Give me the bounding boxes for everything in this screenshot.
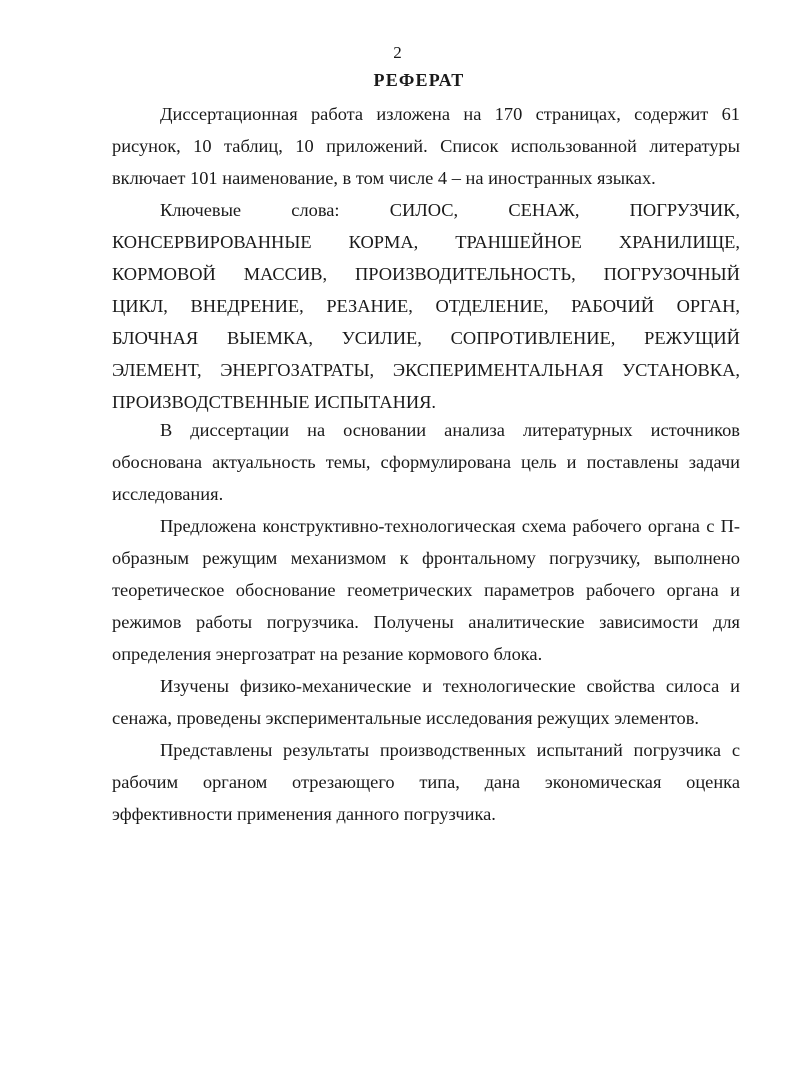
keyword: ЭЛЕМЕНТ, — [112, 360, 202, 380]
page-number: 2 — [393, 43, 402, 62]
keyword: РЕЖУЩИЙ — [644, 328, 740, 348]
keyword: УСИЛИЕ, — [341, 328, 422, 348]
keyword: СЕНАЖ, — [508, 200, 580, 220]
keyword: Ключевые — [160, 200, 242, 220]
keyword: МАССИВ, — [243, 264, 328, 284]
keyword: СОПРОТИВЛЕНИЕ, — [450, 328, 616, 348]
keyword: ПРОИЗВОДСТВЕННЫЕ ИСПЫТАНИЯ. — [112, 392, 437, 412]
keyword: ТРАНШЕЙНОЕ — [455, 232, 582, 252]
keywords-line — [112, 226, 740, 258]
paragraph-results: Представлены результаты производственных испытаний погрузчика с рабочим органом отрезающего типа, дана экономическая оценка эффективности применения данного погрузчика. — [112, 740, 740, 824]
keywords-block — [112, 194, 740, 418]
intro-paragraph: Диссертационная работа изложена на 170 страницах, содержит 61 рисунок, 10 таблиц, 10 приложений. Список использованной литературы включает 101 наименование, в том числе 4 – на иностранных языках. — [112, 104, 740, 188]
keyword: ЭНЕРГОЗАТРАТЫ, — [220, 360, 375, 380]
keywords-line — [112, 322, 740, 354]
page-title: РЕФЕРАТ — [373, 70, 465, 90]
keyword: РАБОЧИЙ — [571, 296, 655, 316]
keywords-line — [112, 290, 740, 322]
keyword: КОНСЕРВИРОВАННЫЕ — [112, 232, 312, 252]
keyword: ПРОИЗВОДИТЕЛЬНОСТЬ, — [355, 264, 576, 284]
keyword: ПОГРУЗОЧНЫЙ — [603, 264, 740, 284]
keyword: РЕЗАНИЕ, — [326, 296, 413, 316]
keywords-line — [112, 354, 740, 386]
keyword: ВЫЕМКА, — [226, 328, 313, 348]
keyword: ПОГРУЗЧИК, — [629, 200, 740, 220]
keywords-line — [112, 194, 740, 226]
paragraph-relevance: В диссертации на основании анализа литературных источников обоснована актуальность темы, сформулирована цель и поставлены задачи исследования. — [112, 420, 740, 504]
keyword: УСТАНОВКА, — [622, 360, 740, 380]
keywords-line — [112, 258, 740, 290]
keyword: ЭКСПЕРИМЕНТАЛЬНАЯ — [392, 360, 604, 380]
keyword: ХРАНИЛИЩЕ, — [618, 232, 740, 252]
keyword: ВНЕДРЕНИЕ, — [190, 296, 304, 316]
keyword: СИЛОС, — [389, 200, 459, 220]
keyword: ЦИКЛ, — [112, 296, 168, 316]
paragraph-properties: Изучены физико-механические и технологические свойства силоса и сенажа, проведены экспериментальные исследования режущих элементов. — [112, 676, 740, 728]
keyword: ОТДЕЛЕНИЕ, — [435, 296, 549, 316]
keyword: БЛОЧНАЯ — [112, 328, 199, 348]
keyword: КОРМА, — [348, 232, 419, 252]
keyword: слова: — [291, 200, 340, 220]
keyword: ОРГАН, — [676, 296, 740, 316]
keyword: КОРМОВОЙ — [112, 264, 216, 284]
paragraph-design: Предложена конструктивно-технологическая схема рабочего органа с П-образным режущим механизмом к фронтальному погрузчику, выполнено теоретическое обоснование геометрических параметров рабочего органа и режимов работы погрузчика. Получены аналитические зависимости для определения энергозатрат на резание кормового блока. — [112, 516, 740, 664]
